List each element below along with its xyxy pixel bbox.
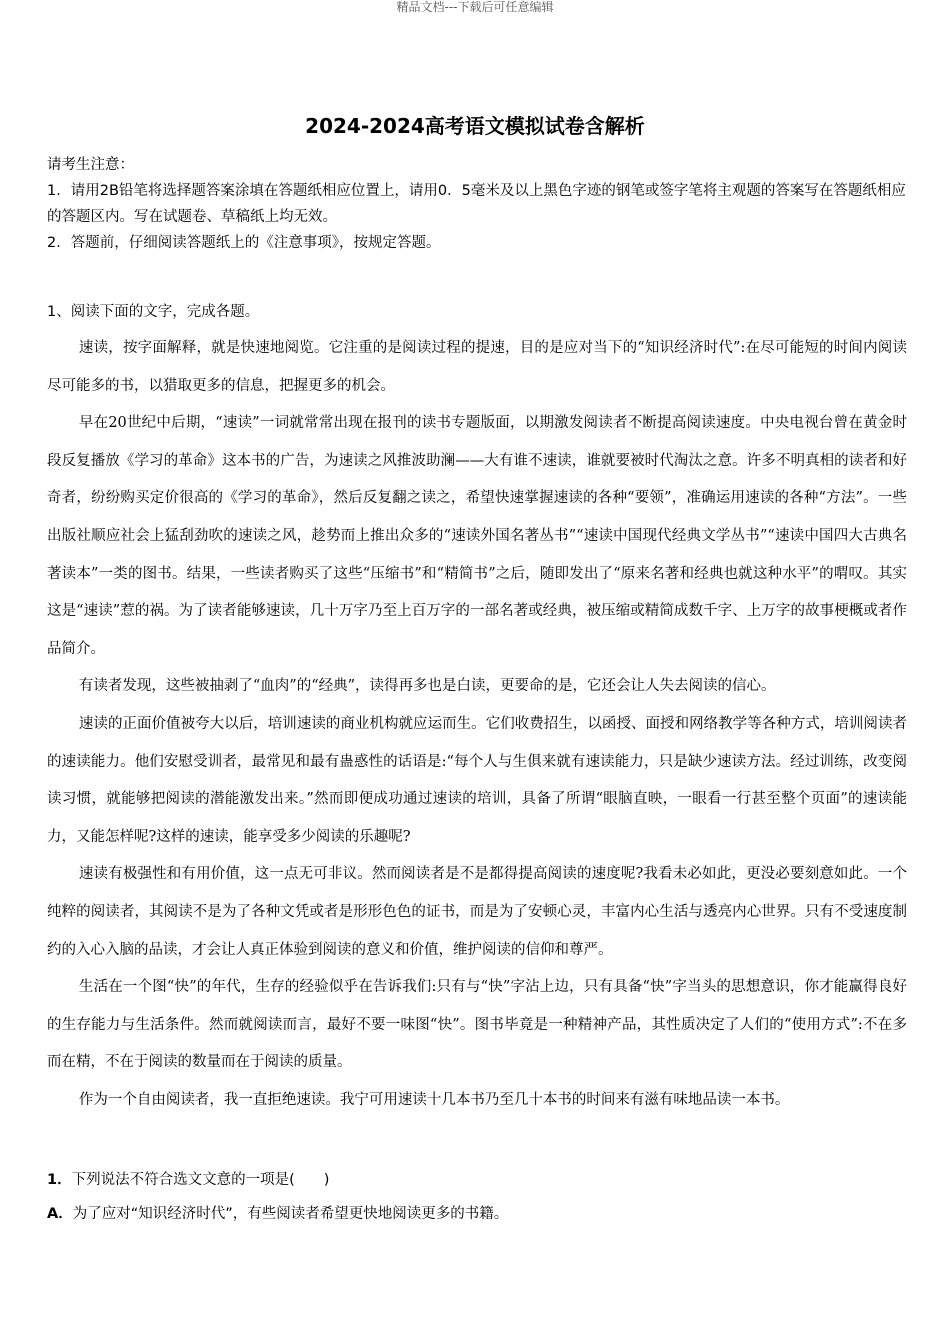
notice-item-2: 2．答题前，仔细阅读答题纸上的《注意事项》，按规定答题。 xyxy=(47,235,441,251)
header-watermark: 精品文档---下载后可任意编辑 xyxy=(396,0,554,14)
notice-item-1: 1．请用2B铅笔将选择题答案涂填在答题纸相应位置上，请用0．5毫米及以上黑色字迹的钢笔或签字笔将主观题的答案写在答题纸相应的答题区内。写在试题卷、草稿纸上均无效。 xyxy=(47,183,906,225)
passage-paragraph-2: 早在20世纪中后期，“速读”一词就常常出现在报刊的读书专题版面，以期激发阅读者不断提高阅读速度。中央电视台曾在黄金时段反复播放《学习的革命》这本书的广告，为速读之风推波助澜——大有谁不速读，谁就要被时代淘汰之意。许多不明真相的读者和好奇者，纷纷购买定价很高的《学习的革命》，然后反复翻之读之，希望快速掌握速读的各种“要领”，准确运用速读的各种“方法”。一些出版社顺应社会上猛刮劲吹的速读之风，趁势而上推出众多的“速读外国名著丛书”“速读中国现代经典文学丛书”“速读中国四大古典名著读本”一类的图书。结果，一些读者购买了这些“压缩书”和“精简书”之后，随即发出了“原来名著和经典也就这种水平”的喟叹。其实这是“速读”惹的祸。为了读者能够速读，几十万字乃至上百万字的一部名著或经典，被压缩或精简成数千字、上万字的故事梗概或者作品简介。 xyxy=(47,415,907,657)
reading-passage xyxy=(47,330,907,1119)
passage-paragraph-7: 作为一个自由阅读者，我一直拒绝速读。我宁可用速读十几本书乃至几十本书的时间来有滋有味地品读一本书。 xyxy=(78,1091,790,1108)
passage-paragraph-6: 生活在一个图“快”的年代，生存的经验似乎在告诉我们:只有与“快”字沾上边，只有具备“快”字当头的思想意识，你才能赢得良好的生存能力与生活条件。然而就阅读而言，最好不要一味图“快”。图书毕竟是一种精神产品，其性质决定了人们的“使用方式”:不在多而在精，不在于阅读的数量而在于阅读的质量。 xyxy=(47,979,907,1071)
question-stem-line xyxy=(47,1163,907,1197)
option-a xyxy=(47,1197,907,1231)
option-a-text: 为了应对“知识经济时代”，有些阅读者希望更快地阅读更多的书籍。 xyxy=(72,1206,509,1222)
question-number: 1． xyxy=(47,1172,72,1188)
notice-heading: 请考生注意： xyxy=(47,157,134,173)
question-stem: 下列说法不符合选文文意的一项是( ) xyxy=(71,1172,330,1188)
passage-paragraph-3: 有读者发现，这些被抽剥了“血肉”的“经典”，读得再多也是白读，更要命的是，它还会让人失去阅读的信心。 xyxy=(78,678,776,695)
section-heading: 1、阅读下面的文字，完成各题。 xyxy=(47,304,260,320)
passage-paragraph-5: 速读有极强性和有用价值，这一点无可非议。然而阅读者是不是都得提高阅读的速度呢?我看未必如此，更没必要刻意如此。一个纯粹的阅读者，其阅读不是为了各种文凭或者是形形色色的证书，而是为了安顿心灵，丰富内心生活与透亮内心世界。只有不受速度制约的入心入脑的品读，才会让人真正体验到阅读的意义和价值，维护阅读的信仰和尊严。 xyxy=(47,866,907,958)
passage-paragraph-1: 速读，按字面解释，就是快速地阅览。它注重的是阅读过程的提速，目的是应对当下的“知识经济时代”:在尽可能短的时间内阅读尽可能多的书，以猎取更多的信息，把握更多的机会。 xyxy=(47,340,907,394)
question-1 xyxy=(47,1163,907,1231)
page-title: 2024-2024高考语文模拟试卷含解析 xyxy=(305,114,645,138)
option-a-label: A． xyxy=(47,1206,73,1222)
passage-paragraph-4: 速读的正面价值被夸大以后，培训速读的商业机构就应运而生。它们收费招生，以函授、面授和网络教学等各种方式，培训阅读者的速读能力。他们安慰受训者，最常见和最有蛊惑性的话语是:“每个人与生俱来就有速读能力，只是缺少速读方法。经过训练，改变阅读习惯，就能够把阅读的潜能激发出来。”然而即便成功通过速读的培训，具备了所谓“眼脑直映，一眼看一行甚至整个页面”的速读能力，又能怎样呢?这样的速读，能享受多少阅读的乐趣呢? xyxy=(47,715,907,845)
exam-notice xyxy=(47,152,907,256)
